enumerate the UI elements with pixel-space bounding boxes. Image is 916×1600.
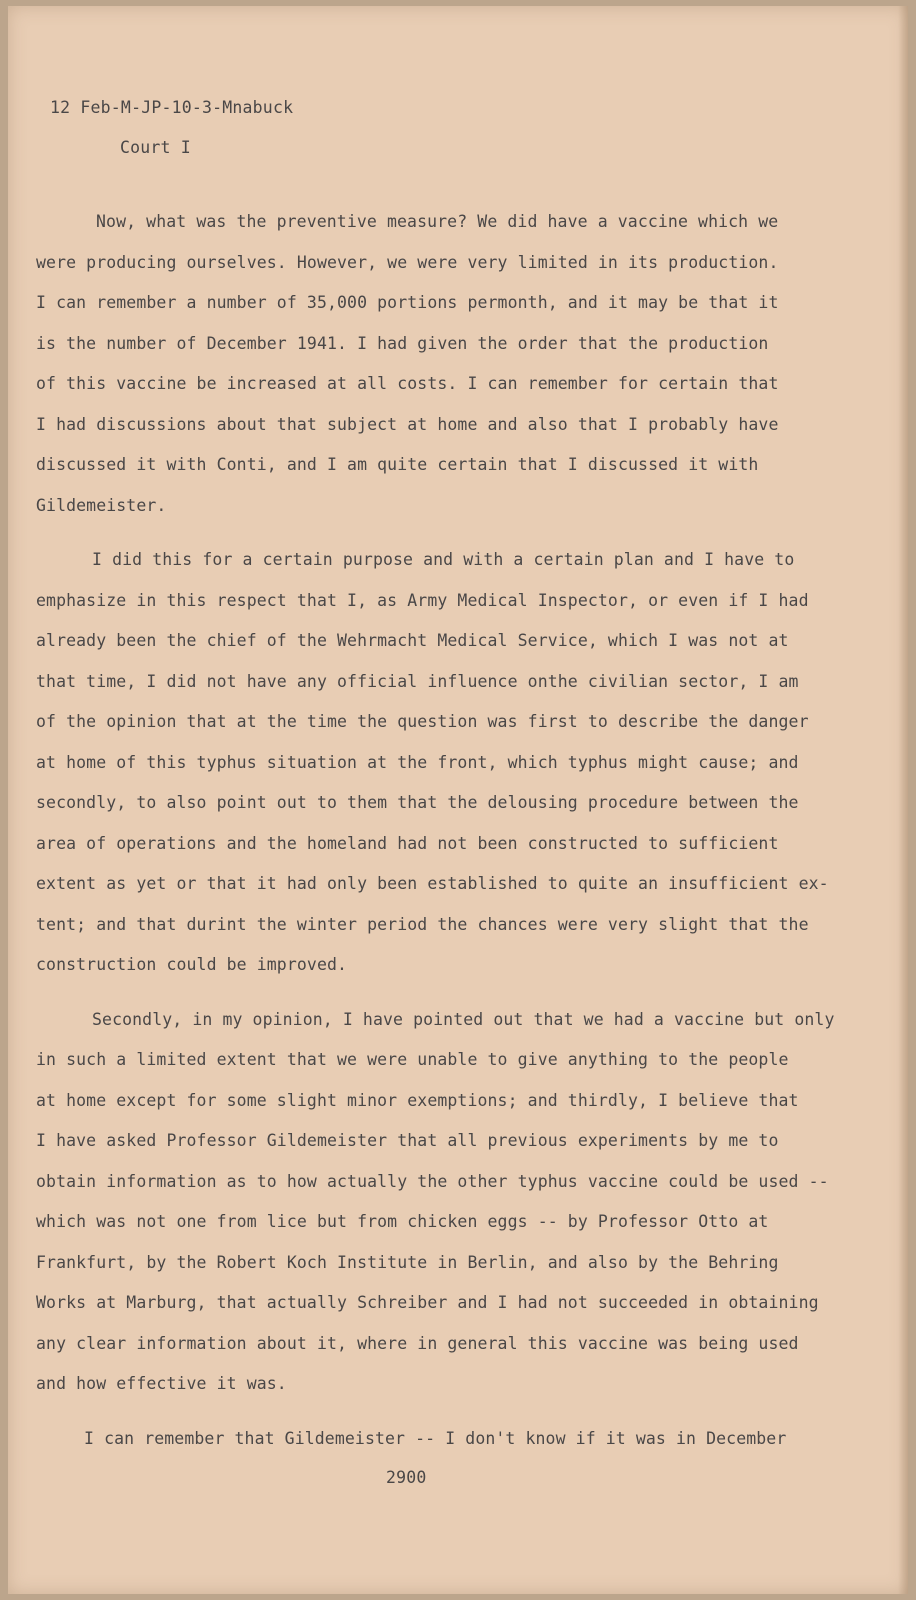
page-number: 2900 bbox=[386, 1468, 427, 1487]
text-line: any clear information about it, where in general this vaccine was being used bbox=[36, 1333, 799, 1353]
text-line: I did this for a certain purpose and with a certain plan and I have to bbox=[92, 550, 795, 569]
text-line: obtain information as to how actually the other typhus vaccine could be used -- bbox=[36, 1171, 829, 1191]
text-line: were producing ourselves. However, we were very limited in its production. bbox=[36, 252, 779, 272]
text-line: I have asked Professor Gildemeister that all previous experiments by me to bbox=[36, 1131, 779, 1150]
text-line: at home except for some slight minor exemptions; and thirdly, I believe that bbox=[36, 1090, 799, 1110]
paragraph-2 bbox=[36, 540, 896, 986]
text-line: I can remember that Gildemeister -- I don't know if it was in December bbox=[84, 1428, 787, 1448]
text-line: Now, what was the preventive measure? We did have a vaccine which we bbox=[96, 212, 779, 231]
document-page bbox=[8, 6, 908, 1594]
text-line: extent as yet or that it had only been established to quite an insufficient ex- bbox=[36, 874, 829, 893]
text-line: Secondly, in my opinion, I have pointed out that we had a vaccine but only bbox=[92, 1009, 835, 1029]
text-line: construction could be improved. bbox=[36, 955, 348, 974]
text-line: which was not one from lice but from chicken eggs -- by Professor Otto at bbox=[36, 1212, 769, 1231]
document-header: 12 Feb-M-JP-10-3-Mnabuck bbox=[50, 98, 294, 117]
text-line: I can remember a number of 35,000 portions permonth, and it may be that it bbox=[36, 293, 779, 312]
paragraph-3 bbox=[36, 1000, 896, 1405]
court-label: Court I bbox=[120, 138, 191, 157]
text-line: at home of this typhus situation at the front, which typhus might cause; and bbox=[36, 752, 799, 772]
text-line: of the opinion that at the time the question was first to describe the danger bbox=[36, 712, 809, 731]
text-line: I had discussions about that subject at home and also that I probably have bbox=[36, 414, 779, 434]
text-line: emphasize in this respect that I, as Army Medical Inspector, or even if I had bbox=[36, 590, 809, 610]
text-line: secondly, to also point out to them that the delousing procedure between the bbox=[36, 793, 799, 812]
text-line: and how effective it was. bbox=[36, 1374, 287, 1393]
text-line: is the number of December 1941. I had given the order that the production bbox=[36, 333, 769, 353]
paragraph-1 bbox=[36, 202, 896, 526]
text-line: in such a limited extent that we were unable to give anything to the people bbox=[36, 1050, 789, 1069]
text-line: area of operations and the homeland had not been constructed to sufficient bbox=[36, 833, 779, 853]
paragraph-4 bbox=[36, 1419, 896, 1460]
text-line: already been the chief of the Wehrmacht Medical Service, which I was not at bbox=[36, 631, 789, 650]
text-line: discussed it with Conti, and I am quite certain that I discussed it with bbox=[36, 455, 759, 474]
text-line: tent; and that durint the winter period the chances were very slight that the bbox=[36, 914, 809, 934]
text-line: of this vaccine be increased at all costs. I can remember for certain that bbox=[36, 374, 779, 393]
document-body bbox=[36, 202, 896, 1459]
text-line: Works at Marburg, that actually Schreiber and I had not succeeded in obtaining bbox=[36, 1293, 819, 1312]
text-line: Frankfurt, by the Robert Koch Institute in Berlin, and also by the Behring bbox=[36, 1252, 779, 1272]
text-line: that time, I did not have any official influence onthe civilian sector, I am bbox=[36, 671, 799, 691]
text-line: Gildemeister. bbox=[36, 495, 167, 515]
